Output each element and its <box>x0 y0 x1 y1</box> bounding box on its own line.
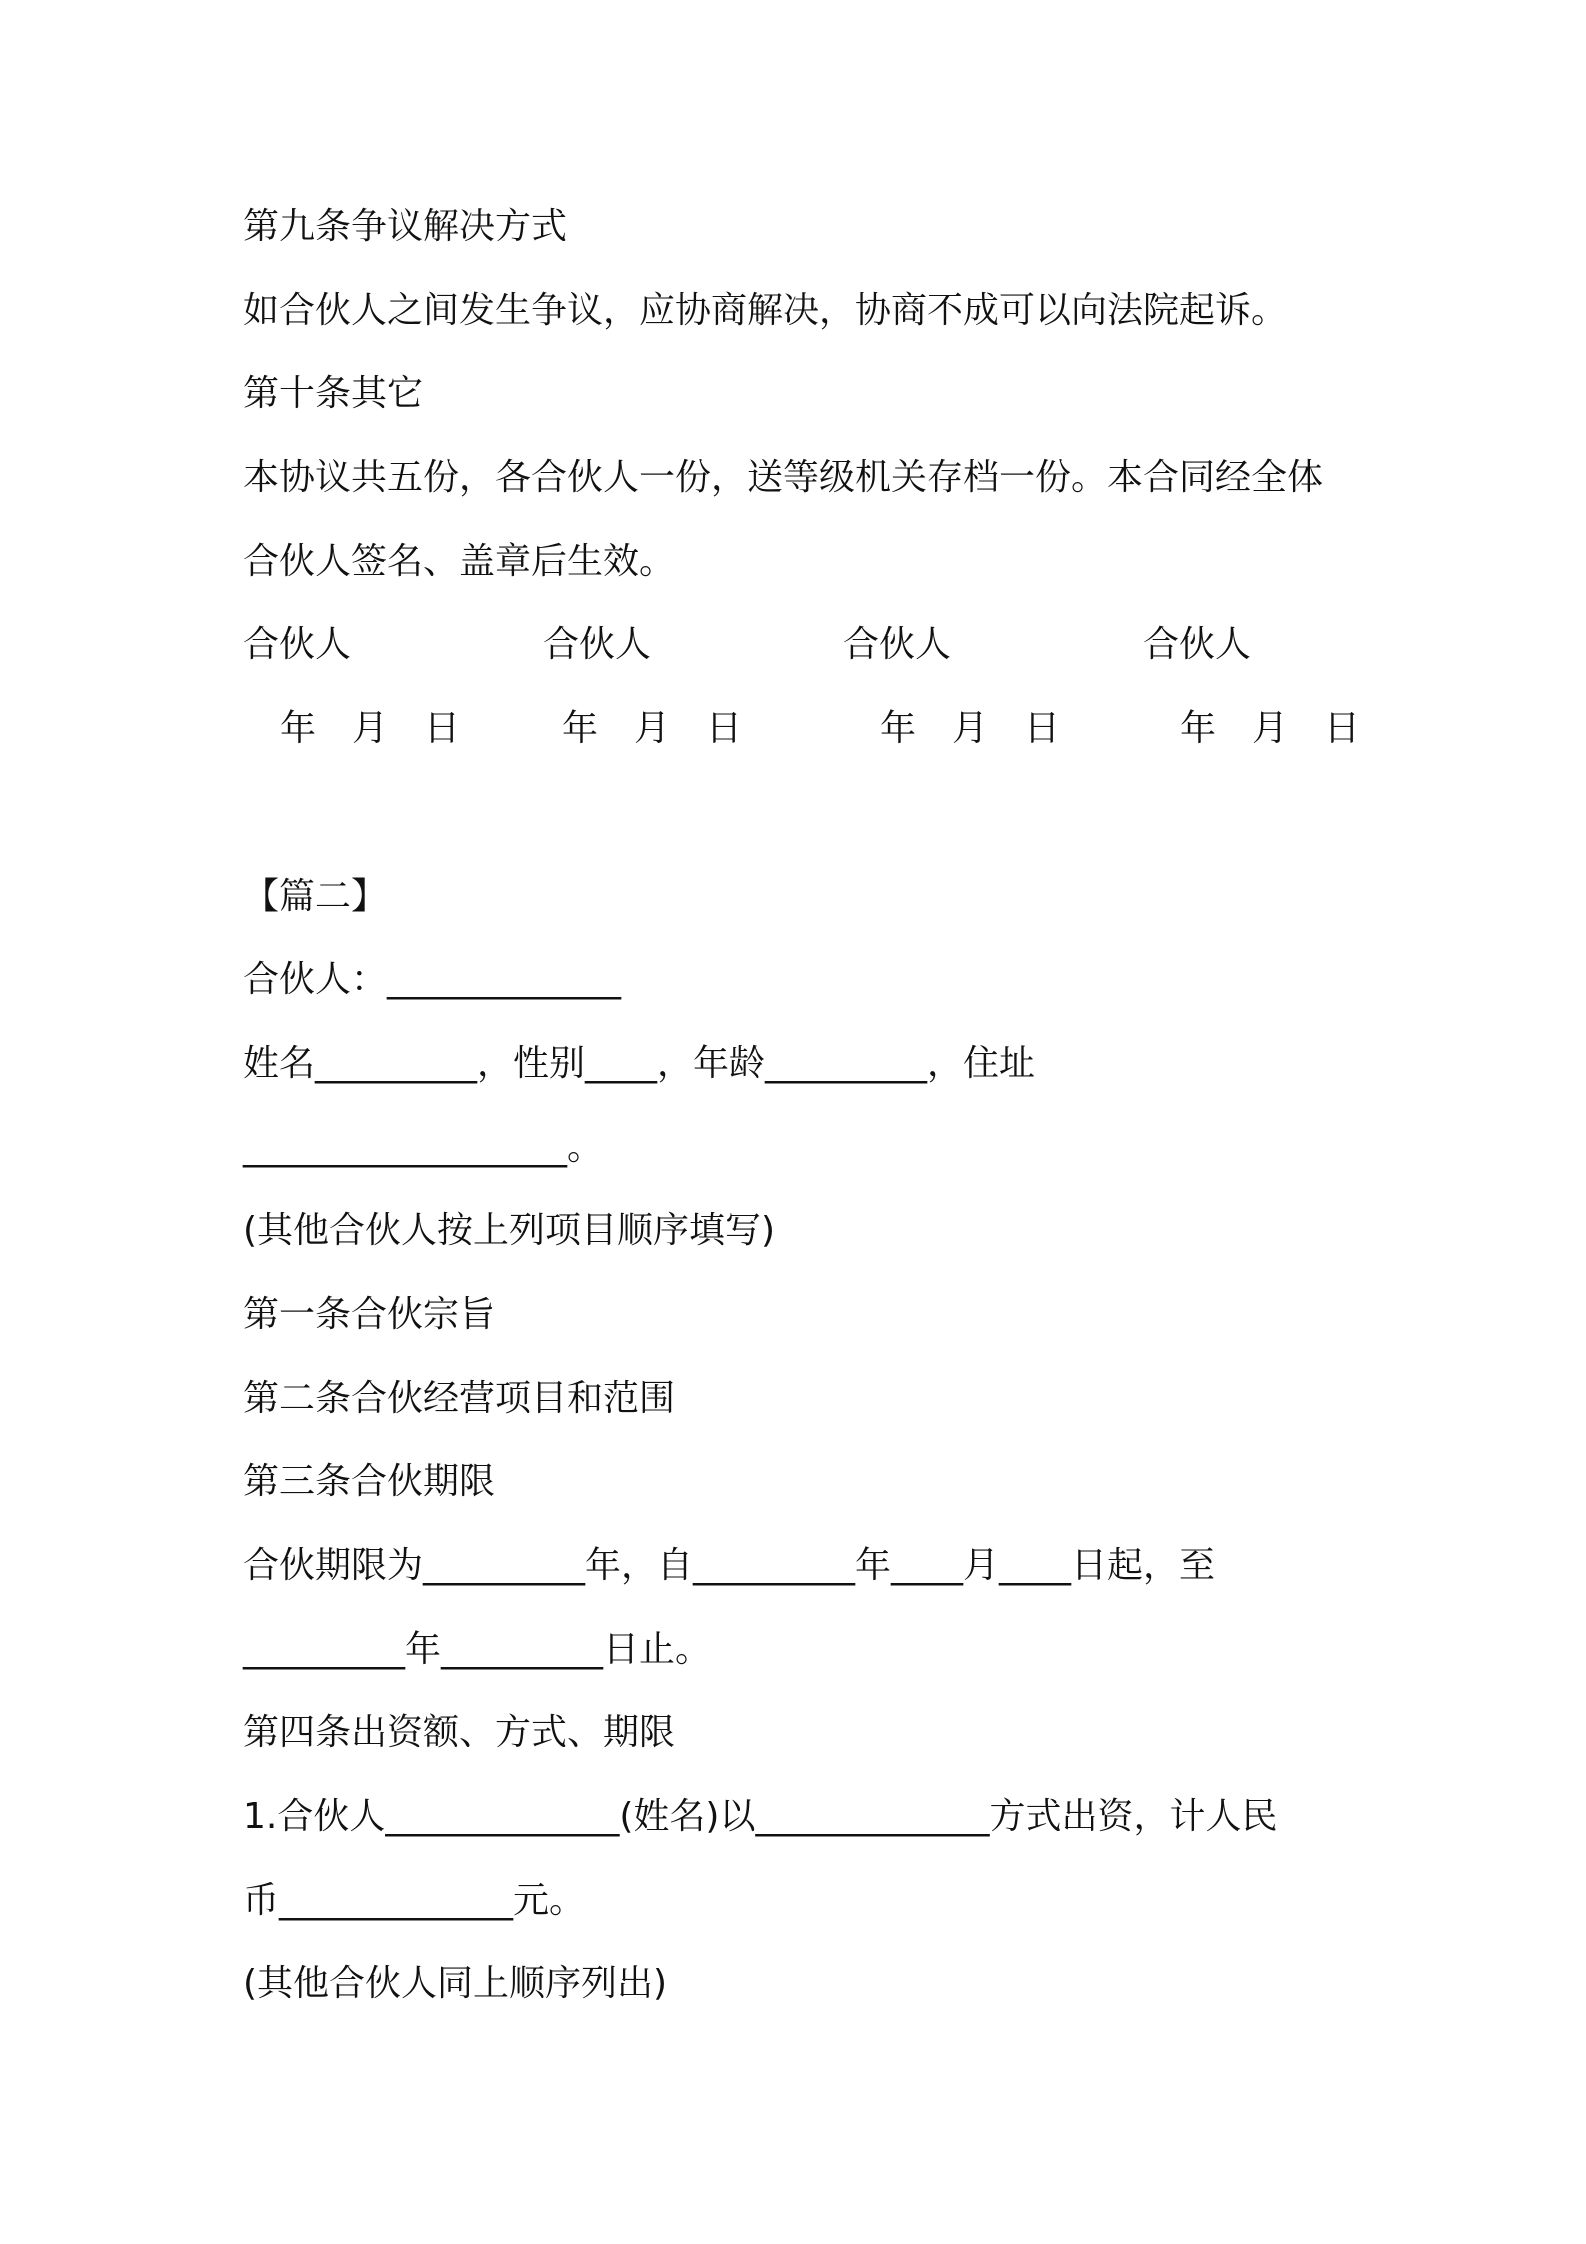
section-2-heading: 【篇二】 <box>243 876 388 917</box>
other-partners-note: (其他合伙人按上列项目顺序填写) <box>243 1210 776 1251</box>
article-9-heading: 第九条争议解决方式 <box>243 206 568 247</box>
article-9-text: 如合伙人之间发生争议，应协商解决，协商不成可以向法院起诉。 <box>243 290 1288 331</box>
article-3-heading: 第三条合伙期限 <box>243 1461 496 1502</box>
partner-signature-label-2: 合伙人 <box>543 624 652 665</box>
partner-name-blank: 合伙人：_____________ <box>243 959 622 1000</box>
article-1-heading: 第一条合伙宗旨 <box>243 1294 496 1335</box>
article-4-heading: 第四条出资额、方式、期限 <box>243 1712 676 1753</box>
partner-signature-label-1: 合伙人 <box>243 624 352 665</box>
signature-date-3: 年 月 日 <box>880 708 1061 749</box>
partner-signature-label-4: 合伙人 <box>1143 624 1252 665</box>
signature-labels-row <box>0 621 1586 669</box>
capital-contribution-line-1: 1.合伙人_____________(姓名)以_____________方式出资，计人民 <box>243 1796 1278 1837</box>
signature-date-4: 年 月 日 <box>1180 708 1361 749</box>
partnership-term-line-1: 合伙期限为_________年，自_________年____月____日起，至 <box>243 1545 1216 1586</box>
article-10-text-line-1: 本协议共五份，各合伙人一份，送等级机关存档一份。本合同经全体 <box>243 457 1324 498</box>
article-2-heading: 第二条合伙经营项目和范围 <box>243 1378 676 1419</box>
partner-info-line-2: __________________。 <box>243 1127 603 1168</box>
other-partners-contribution-note: (其他合伙人同上顺序列出) <box>243 1963 668 2004</box>
article-10-heading: 第十条其它 <box>243 373 424 414</box>
signature-dates-row <box>0 705 1586 753</box>
signature-date-1: 年 月 日 <box>280 708 461 749</box>
signature-date-2: 年 月 日 <box>562 708 743 749</box>
partner-info-line-1: 姓名_________，性别____，年龄_________，住址 <box>243 1043 1036 1084</box>
capital-contribution-line-2: 币_____________元。 <box>243 1880 586 1921</box>
partner-signature-label-3: 合伙人 <box>843 624 952 665</box>
partnership-term-line-2: _________年_________日止。 <box>243 1629 712 1670</box>
article-10-text-line-2: 合伙人签名、盖章后生效。 <box>243 541 676 582</box>
